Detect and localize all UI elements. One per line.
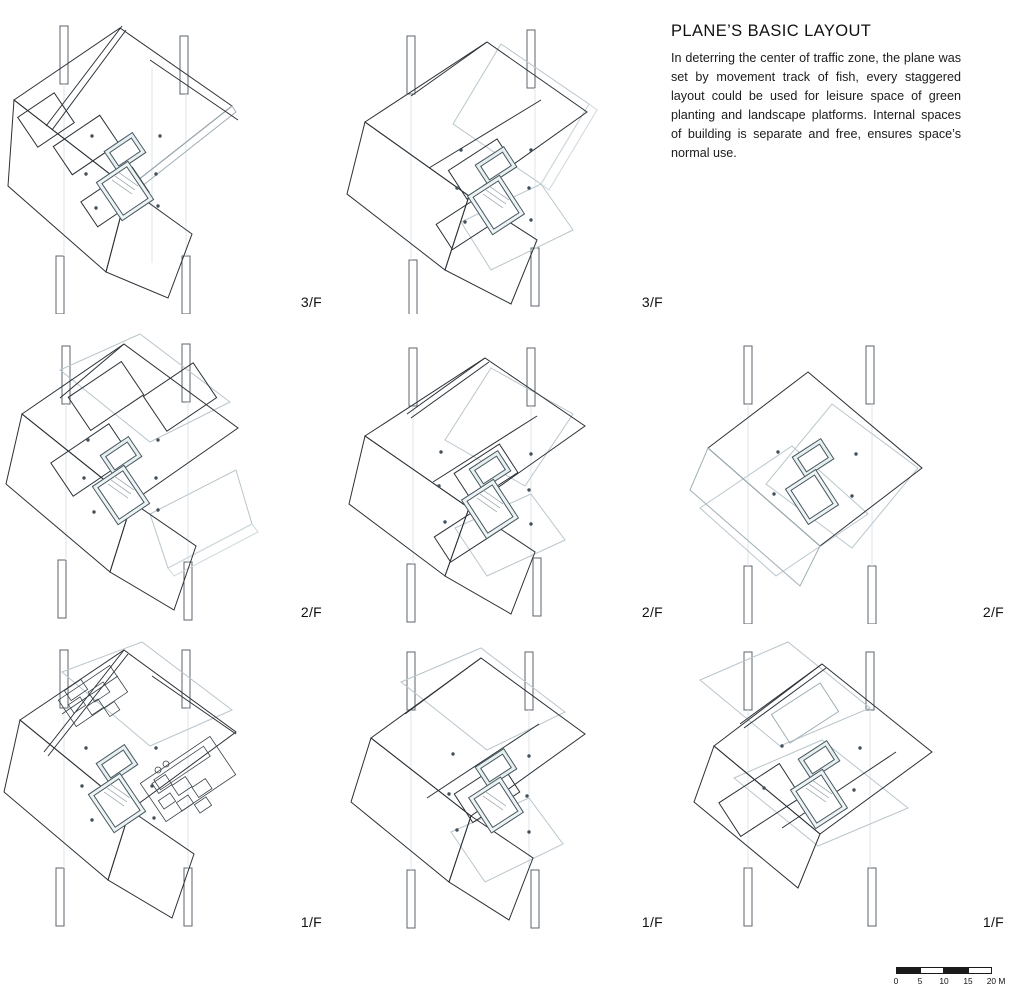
scale-segment [968, 967, 992, 974]
floor-label: 1/F [641, 914, 663, 930]
plan-drawing-1 [0, 8, 340, 314]
plan-tile-1 [0, 8, 340, 314]
plan-drawing-2 [341, 8, 681, 314]
page-title: PLANE’S BASIC LAYOUT [671, 22, 872, 40]
floor-label: 1/F [982, 914, 1004, 930]
plan-drawing-4 [341, 318, 681, 624]
plan-drawing-6 [0, 628, 340, 934]
plan-tile-8 [682, 628, 1022, 934]
plan-drawing-7 [341, 628, 681, 934]
plan-tile-5 [682, 318, 1022, 624]
scale-bar-segments [896, 967, 992, 975]
scale-label-20: 20 M [986, 976, 1006, 986]
floor-label: 1/F [300, 914, 322, 930]
scale-bar [893, 967, 1005, 993]
floor-label: 2/F [300, 604, 322, 620]
floor-label: 2/F [982, 604, 1004, 620]
plan-tile-6 [0, 628, 340, 934]
scale-label-10: 10 [939, 976, 949, 986]
floor-label: 3/F [641, 294, 663, 310]
scale-segment [920, 967, 944, 974]
scale-segment [944, 967, 968, 974]
scale-segment [896, 967, 920, 974]
plan-tile-7 [341, 628, 681, 934]
scale-label-15: 15 [963, 976, 973, 986]
scale-label-5: 5 [917, 976, 923, 986]
plan-drawing-8 [682, 628, 1022, 934]
description-text: In deterring the center of traffic zone, the plane was set by movement track of fish, every staggered layout could be used for leisure space of green planting and landscape platforms. Internal spaces of building is separate and free, ensures space’s normal use. [671, 51, 961, 160]
plan-tile-2 [341, 8, 681, 314]
floor-label: 2/F [641, 604, 663, 620]
plan-drawing-3 [0, 318, 340, 624]
scale-label-0: 0 [893, 976, 899, 986]
plan-tile-4 [341, 318, 681, 624]
floor-label: 3/F [300, 294, 322, 310]
scale-bar-labels [893, 976, 1005, 988]
plan-tile-3 [0, 318, 340, 624]
plan-drawing-5 [682, 318, 1022, 624]
